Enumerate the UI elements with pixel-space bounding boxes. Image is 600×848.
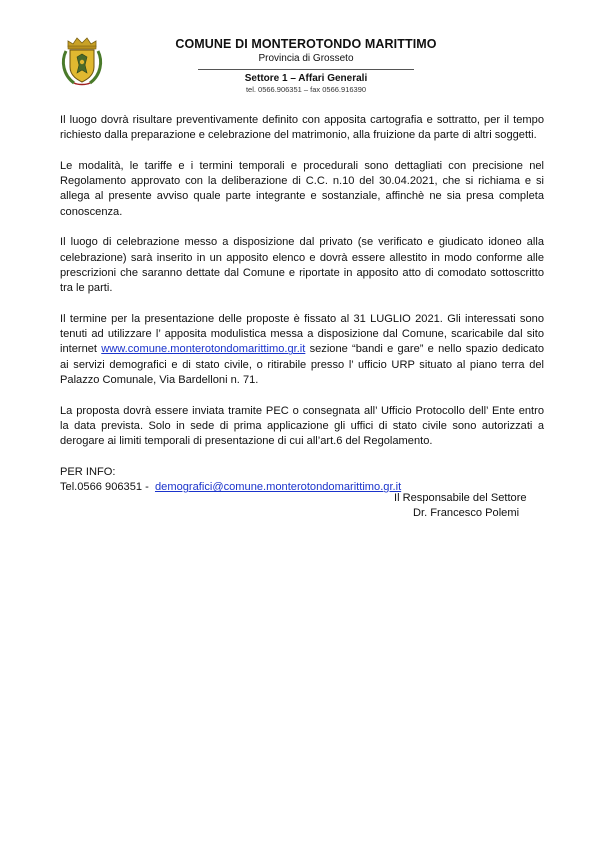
signature-block: [360, 491, 546, 522]
deadline-text-end: sezione “bandi e gare” e nello spazio dedicato ai servizi demografici e di stato civile, o ritirabile presso l’ ufficio URP situato al piano terra del Palazzo Comunale, Via Bardelloni n. 71.: [60, 343, 545, 387]
info-phone: Tel.0566 906351 -: [60, 481, 155, 494]
municipality-name: COMUNE DI MONTEROTONDO MARITTIMO: [175, 37, 437, 51]
paragraph-deadline: [60, 312, 544, 388]
paragraph-submission: La proposta dovrà essere inviata tramite PEC o consegnata all’ Ufficio Protocollo dell’ Ente entro la data prevista. Solo in sede di prima applicazione gli uffici di stato civile sono autorizzati a derogare ai limiti temporali di presentazione di cui all’art.6 del Regolamento.: [60, 404, 544, 448]
header-divider: [198, 69, 414, 70]
paragraph-location: Il luogo dovrà risultare preventivamente definito con apposita cartografia e sottratto, per il tempo richiesto dalla preparazione e celebrazione del matrimonio, alla fruizione da parte di altri soggetti.: [60, 114, 544, 142]
signatory-role: Il Responsabile del Settore: [394, 492, 527, 504]
province-name: Provincia di Grosseto: [258, 53, 354, 64]
paragraph-private-venue: Il luogo di celebrazione messo a disposizione dal privato (se verificato e giudicato idoneo alla celebrazione) sarà inserito in un apposito elenco e dovrà essere allestito in modo conforme alle prescrizioni che saranno dettate dal Comune e riportate in apposito atto di comodato sottoscritto tra le parti.: [60, 236, 544, 295]
document-body: [60, 113, 544, 495]
email-link[interactable]: demografici@comune.monterotondomarittimo.gr.it: [154, 481, 402, 494]
info-heading: PER INFO:: [60, 465, 116, 478]
department-contacts: tel. 0566.906351 – fax 0566.916390: [245, 85, 367, 94]
website-link[interactable]: www.comune.monterotondomarittimo.gr.it: [101, 343, 306, 356]
paragraph-regulation: Le modalità, le tariffe e i termini temporali e procedurali sono dettagliati con precisione nel Regolamento approvato con la deliberazione di C.C. n.10 del 30.04.2021, che si richiama e si allega al presente avviso quale parte integrante e sostanziale, affinchè ne sia presa completa conoscenza.: [60, 159, 544, 218]
deadline-text-start: Il termine per la presentazione delle proposte è fissato al 31 LUGLIO 2021. Gli interessati sono tenuti ad utilizzare l’ apposita modulistica messa a disposizione dal Comune, scaricabile dal sito internet: [60, 312, 544, 356]
letterhead: [168, 37, 444, 95]
municipal-crest-icon: [60, 35, 104, 87]
signatory-name: Dr. Francesco Polemi: [413, 507, 520, 520]
department-name: Settore 1 – Affari Generali: [244, 73, 368, 84]
